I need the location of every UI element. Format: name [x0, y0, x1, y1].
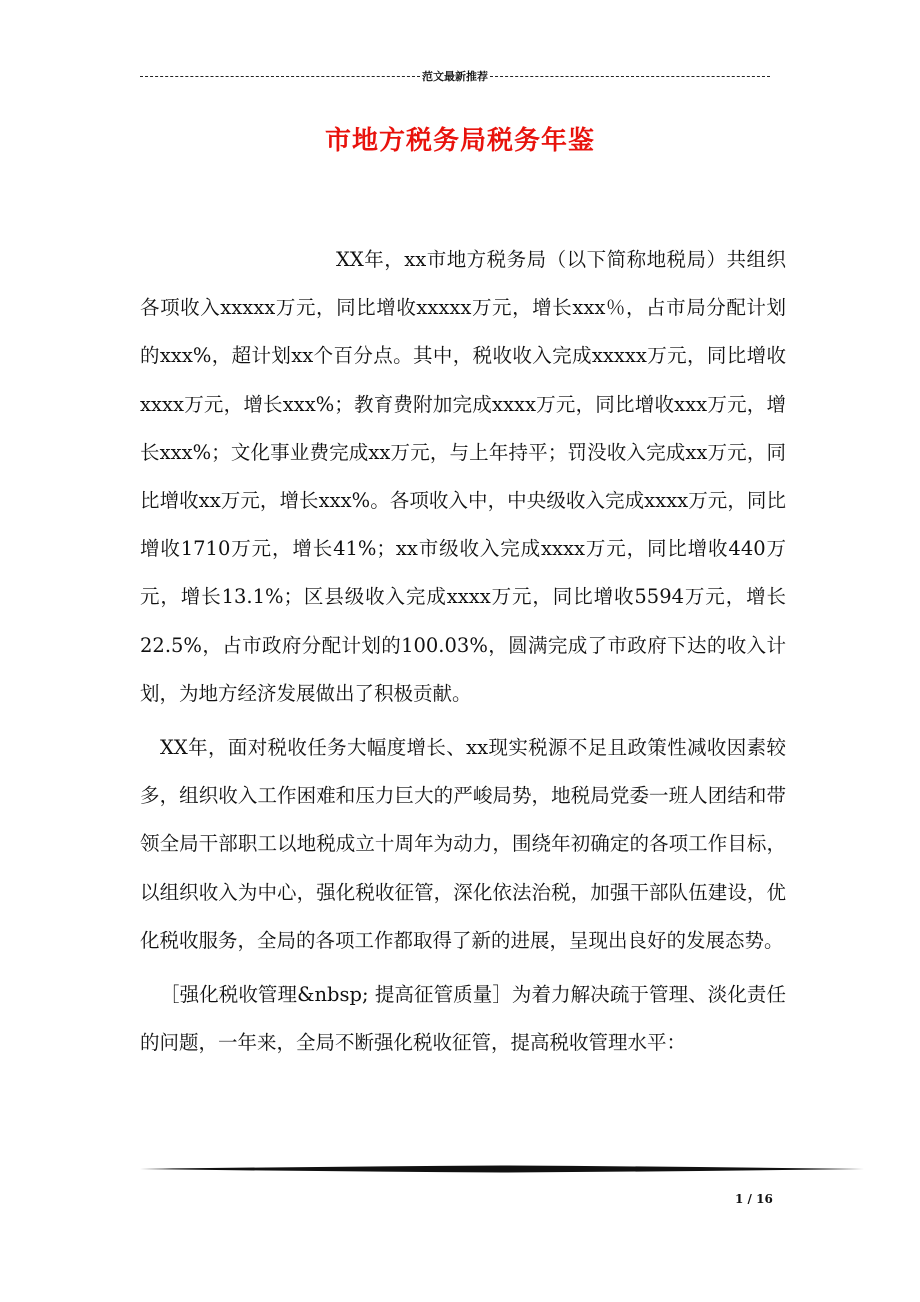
header-dashes-left [140, 76, 420, 77]
document-title: 市地方税务局税务年鉴 [324, 126, 595, 156]
paragraph: ［强化税收管理&nbsp; 提高征管质量］为着力解决疏于管理、淡化责任的问题，一年来，全局不断强化税收征管，提高税收管理水平： [140, 983, 786, 1055]
paragraph: XX年，xx市地方税务局（以下简称地税局）共组织各项收入xxxxx万元，同比增收xxxxx万元，增长xxx％，占市局分配计划的xxx%，超计划xx个百分点。其中，税收收入完成xxxxx万元，同比增收xxxx万元，增长xxx%；教育费附加完成xxxx万元，同比增收xxx万元，增长xxx%；文化事业费完成xx万元，与上年持平；罚没收入完成xx万元，同比增收xx万元，增长xxx%。各项收入中，中央级收入完成xxxx万元，同比增收1710万元，增长41%；xx市级收入完成xxxx万元，同比增收440万元，增长13.1%；区县级收入完成xxxx万元，同比增收5594万元，增长22.5%，占市政府分配计划的100.03%，圆满完成了市政府下达的收入计划，为地方经济发展做出了积极贡献。 [140, 248, 786, 705]
footer-rule [140, 1164, 864, 1174]
header-dashes-right [490, 76, 770, 77]
page-header [140, 66, 770, 86]
document-body [140, 236, 786, 1073]
page-number: 1 / 16 [735, 1192, 773, 1206]
paragraph: XX年，面对税收任务大幅度增长、xx现实税源不足且政策性减收因素较多，组织收入工作困难和压力巨大的严峻局势，地税局党委一班人团结和带领全局干部职工以地税成立十周年为动力，围绕年初确定的各项工作目标，以组织收入为中心，强化税收征管，深化依法治税，加强干部队伍建设，优化税收服务，全局的各项工作都取得了新的进展，呈现出良好的发展态势。 [140, 736, 786, 952]
header-label: 范文最新推荐 [422, 70, 488, 83]
